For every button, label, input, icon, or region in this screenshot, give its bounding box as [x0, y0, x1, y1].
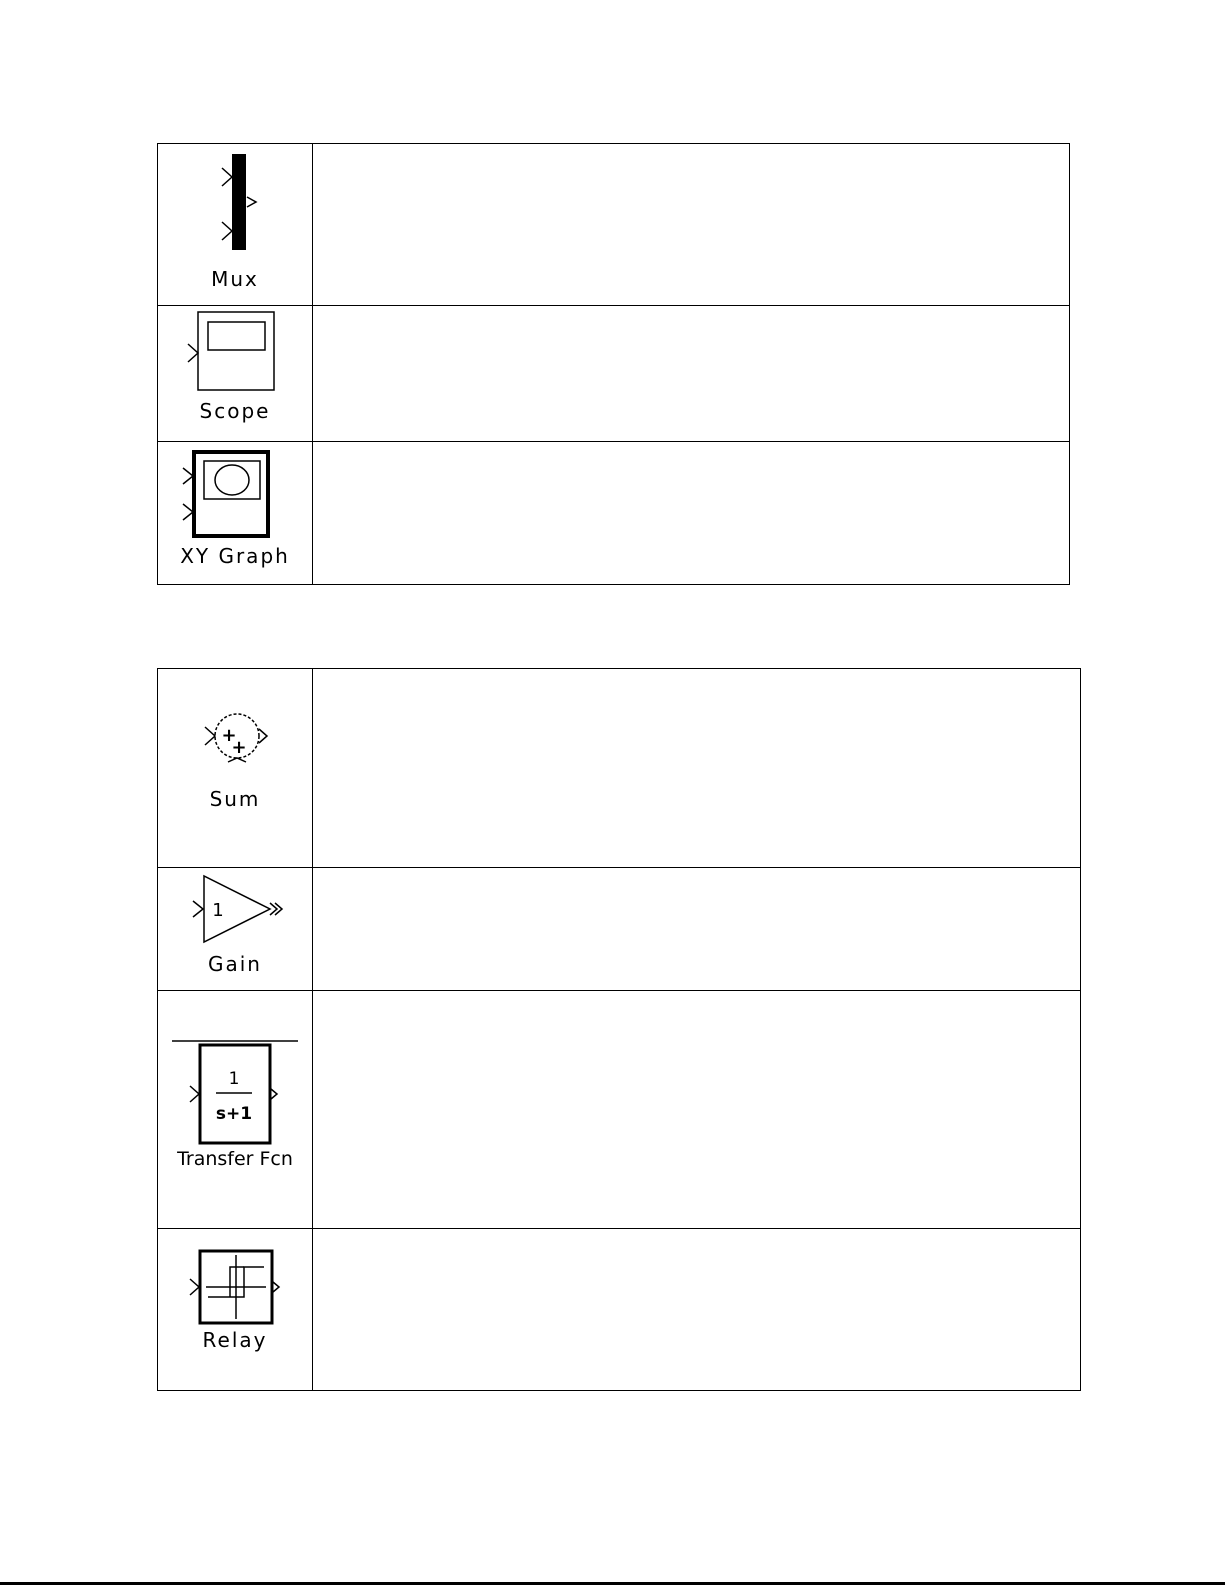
icon-cell	[158, 669, 313, 868]
table-row	[158, 1229, 1081, 1391]
sum-label: Sum	[209, 787, 261, 811]
tf-numerator: 1	[228, 1069, 240, 1089]
description-cell	[313, 442, 1070, 585]
relay-label: Relay	[202, 1328, 268, 1352]
scope-block-icon	[158, 306, 312, 406]
description-cell	[313, 144, 1070, 306]
xy-graph-label: XY Graph	[180, 544, 290, 568]
description-cell	[313, 669, 1081, 868]
block-table-2	[157, 668, 1081, 1391]
gain-block-icon	[158, 868, 312, 958]
table-row	[158, 991, 1081, 1229]
relay-block-icon	[158, 1229, 312, 1339]
description-cell	[313, 1229, 1081, 1391]
table-row	[158, 669, 1081, 868]
svg-text:+: +	[231, 737, 247, 758]
table-row	[158, 144, 1070, 306]
xy-graph-block-icon	[158, 442, 312, 542]
icon-cell	[158, 442, 313, 585]
tf-denominator: s+1	[215, 1104, 253, 1124]
transfer-fcn-block-icon	[158, 991, 312, 1151]
description-cell	[313, 306, 1070, 442]
icon-cell	[158, 991, 313, 1229]
svg-text:+: +	[221, 725, 237, 746]
mux-label: Mux	[211, 267, 259, 291]
block-table-1	[157, 143, 1070, 585]
gain-label: Gain	[208, 952, 262, 976]
table-row	[158, 868, 1081, 991]
table-row	[158, 306, 1070, 442]
scope-label: Scope	[199, 399, 271, 423]
description-cell	[313, 868, 1081, 991]
icon-cell	[158, 306, 313, 442]
icon-cell	[158, 144, 313, 306]
mux-block-icon	[158, 144, 312, 274]
transfer-fcn-label: Transfer Fcn	[177, 1148, 293, 1170]
gain-value: 1	[212, 900, 224, 921]
table-row	[158, 442, 1070, 585]
sum-block-icon	[158, 669, 312, 789]
icon-cell	[158, 1229, 313, 1391]
description-cell	[313, 991, 1081, 1229]
icon-cell	[158, 868, 313, 991]
